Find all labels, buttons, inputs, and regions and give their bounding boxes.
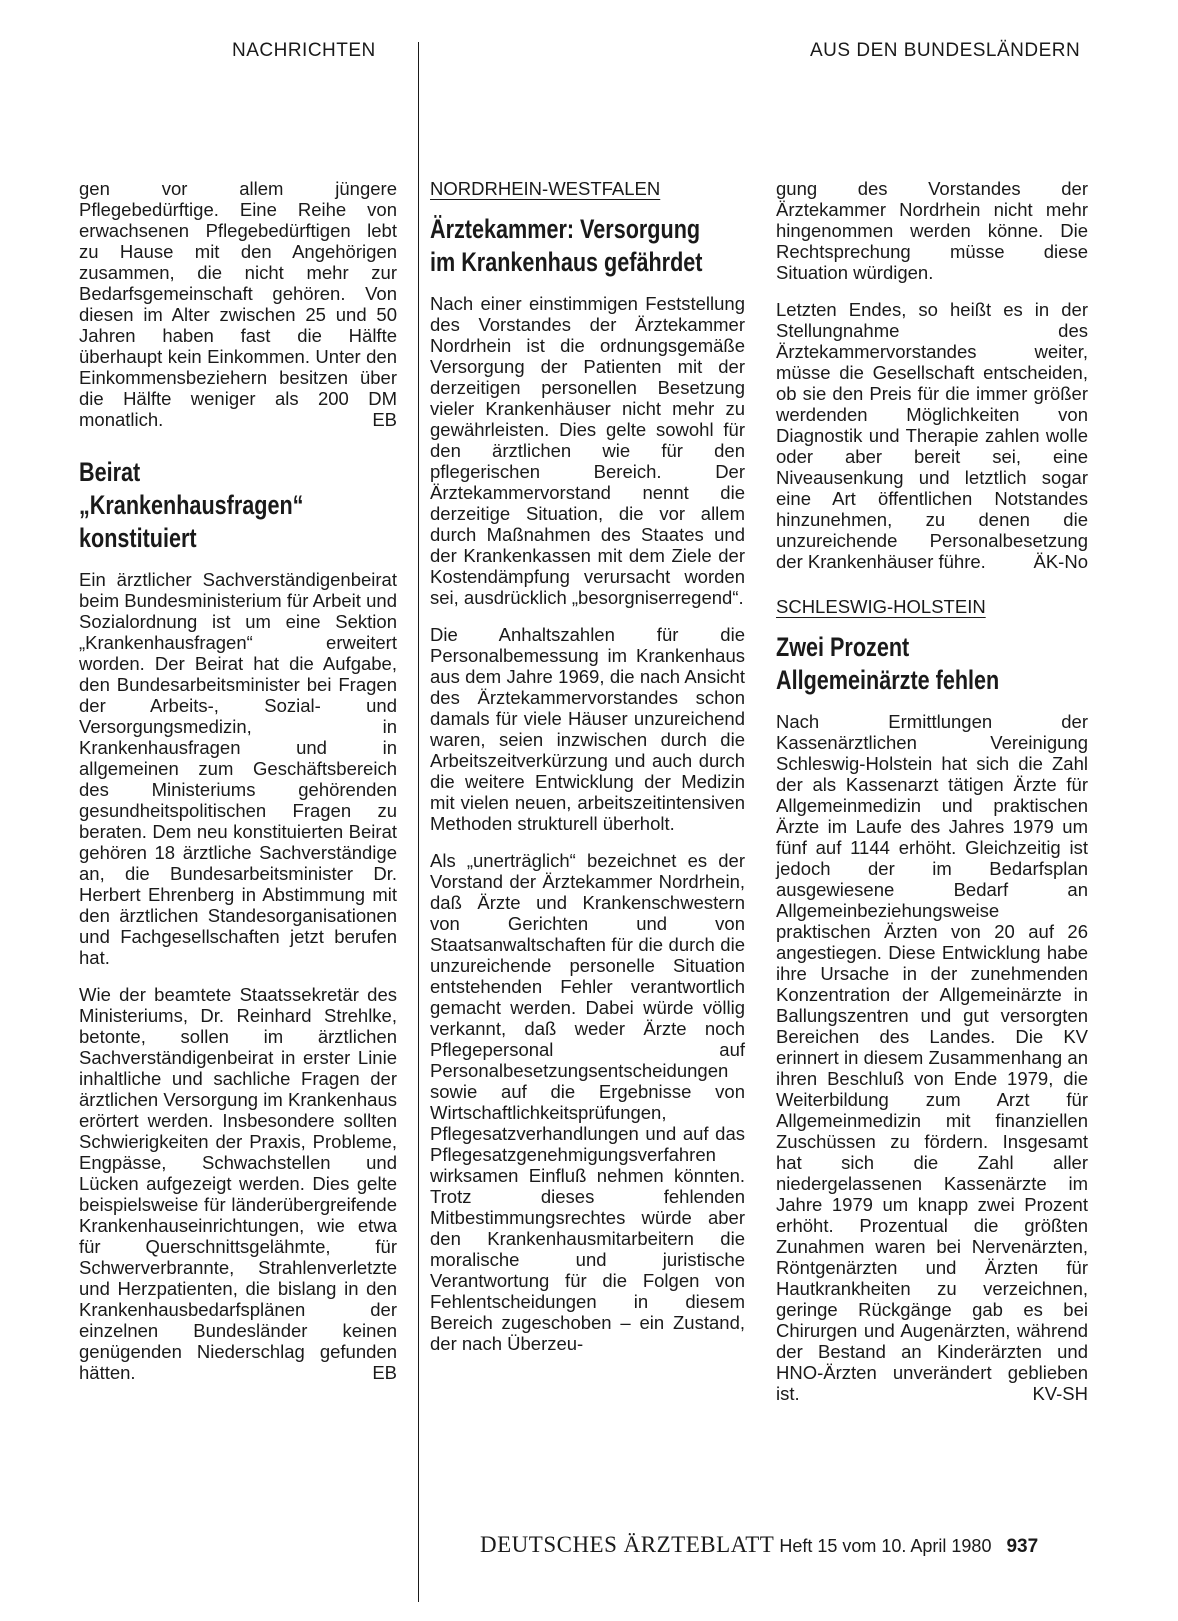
- column-middle: [430, 178, 745, 1370]
- issue-info: Heft 15 vom 10. April 1980: [779, 1536, 992, 1556]
- page-number: 937: [1006, 1536, 1039, 1557]
- headline-line: Allgemeinärzte fehlen: [776, 665, 1000, 695]
- headline-line: Beirat: [79, 457, 141, 487]
- section-header-left: NACHRICHTEN: [232, 40, 376, 61]
- paragraph-text: Wie der beamtete Staatssekretär des Ministeriums, Dr. Reinhard Strehlke, betonte, sollen im ärztlichen Sachverständigenbeirat in erster Linie inhaltliche und sachliche Fragen der ärztlichen Versorgung im Krankenhaus erörtert werden. Insbesondere sollten Schwierigkeiten der Praxis, Probleme, Engpässe, Schwachstellen und Lücken aufgezeigt werden. Dies gelte beispielsweise für länderübergreifende Krankenhauseinrichtungen, wie etwa für Querschnittsgelähmte, für Schwerverbrannte, Strahlenverletzte und Herzpatienten, die bislang in den Krankenhausbedarfsplänen der einzelnen Bundesländer keinen genügenden Niederschlag gefunden hätten.: [79, 984, 397, 1383]
- author-signature: KV-SH: [1032, 1383, 1088, 1404]
- article-paragraph: [776, 299, 1088, 572]
- section-header-right: AUS DEN BUNDESLÄNDERN: [810, 40, 1081, 61]
- headline-line: Ärztekammer: Versorgung: [430, 214, 701, 244]
- article-paragraph: [776, 711, 1088, 1404]
- journal-masthead: DEUTSCHES ÄRZTEBLATT: [480, 1532, 775, 1557]
- article-paragraph: Ein ärztlicher Sachverständigenbeirat beim Bundesministerium für Arbeit und Sozialordnung ist um eine Sektion „Krankenhausfragen“ erweitert worden. Der Beirat hat die Aufgabe, den Bundesarbeitsminister bei Fragen der Arbeits-, Sozial- und Versorgungsmedizin, in Krankenhausfragen und in allgemeinen zum Geschäftsbereich des Ministeriums gehörenden gesundheitspolitischen Fragen zu beraten. Dem neu konstituierten Beirat gehören 18 ärztliche Sachverständige an, die Bundesarbeitsminister Dr. Herbert Ehrenberg in Abstimmung mit den ärztlichen Standesorganisationen und Fachgesellschaften jetzt berufen hat.: [79, 569, 397, 968]
- headline-line: Zwei Prozent: [776, 632, 910, 662]
- region-label-sh: SCHLESWIG-HOLSTEIN: [776, 596, 986, 617]
- article-headline-beirat: [79, 456, 397, 555]
- article-paragraph: Als „unerträglich“ bezeichnet es der Vorstand der Ärztekammer Nordrhein, daß Ärzte und Krankenschwestern von Gerichten und von Staatsanwaltschaften für die durch die unzureichende personelle Situation entstehenden Fehler verantwortlich gemacht werden. Dabei würde völlig verkannt, daß weder Ärzte noch Pflegepersonal auf Personalbesetzungsentscheidungen sowie auf die Ergebnisse von Wirtschaftlichkeitsprüfungen, Pflegesatzverhandlungen und auf das Pflegesatzgenehmigungsverfahren wirksamen Einfluß nehmen könnten. Trotz dieses fehlenden Mitbestimmungsrechtes würde aber den Krankenhausmitarbeitern die moralische und juristische Verantwortung für die Folgen von Fehlentscheidungen in diesem Bereich zugeschoben – ein Zustand, der nach Überzeu-: [430, 850, 745, 1354]
- headline-line: im Krankenhaus gefährdet: [430, 247, 703, 277]
- column-right: [776, 178, 1088, 1420]
- continuation-text: gen vor allem jüngere Pflegebedürftige. Eine Reihe von erwachsenen Pflegebedürftigen lebt zu Hause mit den Angehörigen zusammen, die nicht mehr zur Bedarfsgemeinschaft gehören. Von diesen im Alter zwischen 25 und 50 Jahren haben fast die Hälfte überhaupt kein Einkommen. Unter den Einkommensbeziehern besitzen über die Hälfte weniger als 200 DM monatlich.: [79, 178, 397, 430]
- author-signature: EB: [372, 1362, 397, 1383]
- page-footer: [480, 1532, 1038, 1558]
- paragraph-text: Letzten Endes, so heißt es in der Stellungnahme des Ärztekammervorstandes weiter, müsse die Gesellschaft entscheiden, ob sie den Preis für die immer größer werdenden Möglichkeiten von Diagnostik und Therapie zahlen wolle oder aber bereit sei, eine Niveausenkung und letztlich sogar eine Art öffentlichen Notstandes hinzunehmen, zu denen die unzureichende Personalbesetzung der Krankenhäuser führe.: [776, 299, 1088, 572]
- article-headline-allgemeinaerzte: [776, 631, 1088, 697]
- region-label-nrw: NORDRHEIN-WESTFALEN: [430, 178, 661, 199]
- headline-line: „Krankenhausfragen“: [79, 490, 304, 520]
- article-continuation: [79, 178, 397, 430]
- author-signature: EB: [372, 409, 397, 430]
- article-paragraph: [79, 984, 397, 1383]
- column-left: [79, 178, 397, 1399]
- article-paragraph: Die Anhaltszahlen für die Personalbemessung im Krankenhaus aus dem Jahre 1969, die nach Ansicht des Ärztekammervorstandes schon damals für viele Häuser unzureichend waren, seien inzwischen durch die Arbeitszeitverkürzung und auch durch die weitere Entwicklung der Medizin mit vielen neuen, arbeitszeitintensiven Methoden strukturell überholt.: [430, 624, 745, 834]
- article-paragraph: gung des Vorstandes der Ärztekammer Nordrhein nicht mehr hingenommen werden könne. Die Rechtsprechung müsse diese Situation würdigen.: [776, 178, 1088, 283]
- paragraph-text: Nach Ermittlungen der Kassenärztlichen Vereinigung Schleswig-Holstein hat sich die Zahl der als Kassenarzt tätigen Ärzte für Allgemeinmedizin und praktischen Ärzte im Laufe des Jahres 1979 um fünf auf 1144 erhöht. Gleichzeitig ist jedoch der im Bedarfsplan ausgewiesene Bedarf an Allgemeinbeziehungsweise praktischen Ärzten von 20 auf 26 angestiegen. Diese Entwicklung habe ihre Ursache in der zunehmenden Konzentration der Allgemeinärzte in Ballungszentren und gut versorgten Bereichen des Landes. Die KV erinnert in diesem Zusammenhang an ihren Beschluß von Ende 1979, die Weiterbildung zum Arzt für Allgemeinmedizin mit finanziellen Zuschüssen zu fördern. Insgesamt hat sich die Zahl aller niedergelassenen Kassenärzte im Jahre 1979 um knapp zwei Prozent erhöht. Prozentual die größten Zunahmen waren bei Nervenärzten, Röntgenärzten und Ärzten für Hautkrankheiten zu verzeichnen, geringe Rückgänge gab es bei Chirurgen und Augenärzten, während der Bestand an Kinderärzten und HNO-Ärzten unverändert geblieben ist.: [776, 711, 1088, 1404]
- column-divider: [418, 42, 419, 1602]
- article-paragraph: Nach einer einstimmigen Feststellung des Vorstandes der Ärztekammer Nordrhein ist die ordnungsgemäße Versorgung der Patienten mit der derzeitigen personellen Besetzung vieler Krankenhäuser nicht mehr zu gewährleisten. Dies gelte sowohl für den ärztlichen wie für den pflegerischen Bereich. Der Ärztekammervorstand nennt die derzeitige Situation, die vor allem durch Maßnahmen des Staates und der Krankenkassen mit dem Ziele der Kostendämpfung verursacht worden sei, ausdrücklich „besorgniserregend“.: [430, 293, 745, 608]
- author-signature: ÄK-No: [1033, 551, 1088, 572]
- article-headline-aerztekammer: [430, 213, 745, 279]
- headline-line: konstituiert: [79, 523, 197, 553]
